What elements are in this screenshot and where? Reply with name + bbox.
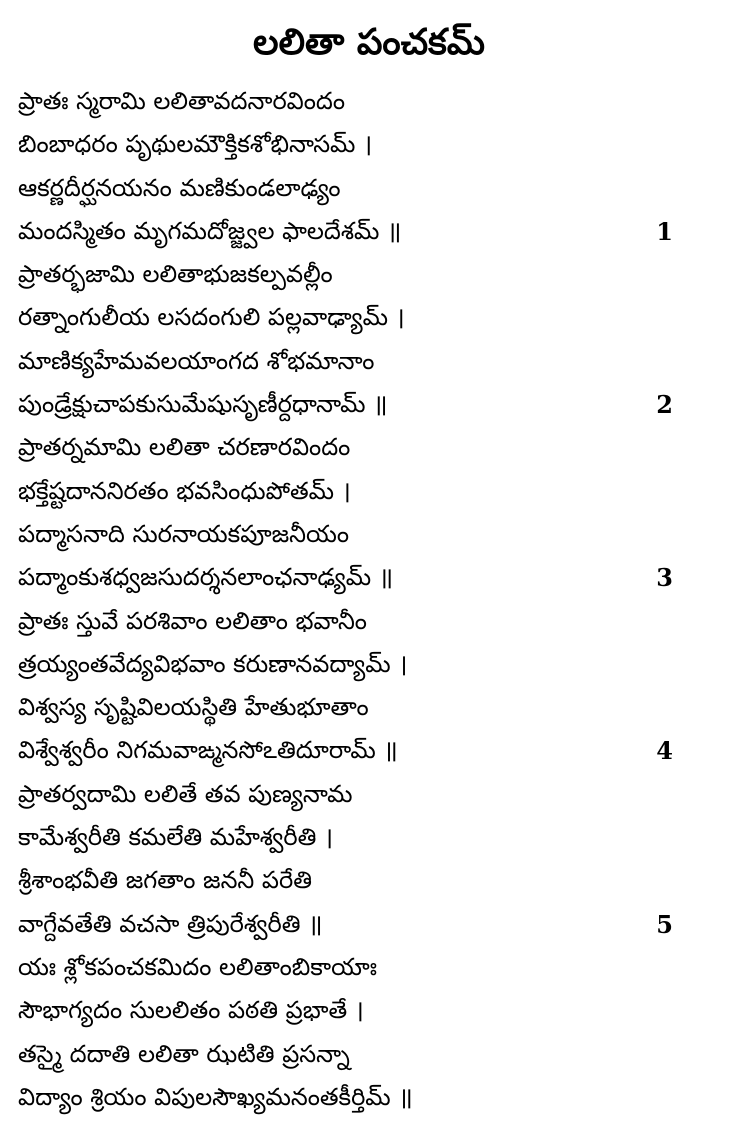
- verse-line: [18, 859, 718, 902]
- verse-text: ప్రాతర్భజామి లలితాభుజకల్పవల్లీం: [18, 260, 333, 289]
- verse-line: [18, 123, 718, 166]
- verse-line: [18, 383, 718, 426]
- verse-text: పద్మాంకుశధ్వజసుదర్శనలాంఛనాఢ్యమ్ ॥: [18, 563, 394, 592]
- verse-text: పద్మాసనాది సురనాయకపూజనీయం: [18, 519, 350, 548]
- verse-line: [18, 686, 718, 729]
- verse-text: విశ్వేశ్వరీం నిగమవాఙ్మనసోఽతిదూరామ్ ॥: [18, 736, 398, 765]
- verse-text: పుండ్రేక్షుచాపకుసుమేషుసృణీర్దధానామ్ ॥: [18, 390, 388, 419]
- verse-number: 4: [656, 736, 673, 766]
- verse-line: [18, 80, 718, 123]
- verse-line: [18, 946, 718, 989]
- verse-number: 5: [656, 909, 673, 939]
- verse-text: ప్రాతర్నమామి లలితా చరణారవిందం: [18, 433, 351, 462]
- verse-line: [18, 816, 718, 859]
- verse-text: ఆకర్ణదీర్ఘనయనం మణికుండలాఢ్యం: [18, 173, 341, 202]
- verse-line: [18, 470, 718, 513]
- verse-text: శ్రీశాంభవీతి జగతాం జననీ పరేతి: [18, 866, 312, 895]
- verse-line: [18, 773, 718, 816]
- verse-line: [18, 600, 718, 643]
- verse-line: [18, 989, 718, 1032]
- verse-text: త్రయ్యంతవేద్యవిభవాం కరుణానవద్యామ్ ।: [18, 649, 408, 678]
- verse-line: [18, 729, 718, 772]
- verse-line: [18, 296, 718, 339]
- verse-line: [18, 1076, 718, 1119]
- verse-number: 1: [656, 216, 673, 246]
- verse-text: విశ్వస్య సృష్టివిలయస్థితి హేతుభూతాం: [18, 693, 369, 722]
- verse-text: తస్మై దదాతి లలితా ఝటితి ప్రసన్నా: [18, 1039, 350, 1068]
- verse-line: [18, 513, 718, 556]
- verse-line: [18, 556, 718, 599]
- verse-text: మందస్మితం మృగమదోజ్జ్వల ఫాలదేశమ్ ॥: [18, 216, 402, 245]
- verse-text: ప్రాతః స్తువే పరశివాం లలితాం భవానీం: [18, 606, 367, 635]
- verse-text: ప్రాతర్వదామి లలితే తవ పుణ్యనామ: [18, 779, 353, 808]
- verse-number: 3: [656, 563, 673, 593]
- verse-text: వాగ్దేవతేతి వచసా త్రిపురేశ్వరీతి ॥: [18, 909, 323, 938]
- verse-line: [18, 253, 718, 296]
- verse-text: భక్తేష్టదాననిరతం భవసింధుపోతమ్ ।: [18, 476, 351, 505]
- verse-text: కామేశ్వరీతి కమలేతి మహేశ్వరీతి ।: [18, 823, 334, 852]
- verse-text: రత్నాంగులీయ లసదంగులి పల్లవాఢ్యామ్ ।: [18, 303, 405, 332]
- verse-text: సౌభాగ్యదం సులలితం పఠతి ప్రభాతే ।: [18, 996, 364, 1025]
- verse-line: [18, 210, 718, 253]
- verses: [18, 80, 718, 1119]
- verse-text: బింబాధరం పృథులమౌక్తికశోభినాసమ్ ।: [18, 130, 373, 159]
- verse-line: [18, 1033, 718, 1076]
- verse-number: 2: [656, 390, 673, 420]
- verse-text: యః శ్లోకపంచకమిదం లలితాంబికాయాః: [18, 952, 378, 981]
- verse-text: ప్రాతః స్మరామి లలితావదనారవిందం: [18, 87, 346, 115]
- verse-line: [18, 426, 718, 469]
- verse-text: విద్యాం శ్రియం విపులసౌఖ్యమనంతకీర్తిమ్ ॥: [18, 1082, 413, 1111]
- page-title: లలితా పంచకమ్: [253, 21, 485, 63]
- verse-line: [18, 903, 718, 946]
- verse-line: [18, 340, 718, 383]
- verse-text: మాణిక్యహేమవలయాంగద శోభమానాం: [18, 346, 375, 375]
- verse-line: [18, 643, 718, 686]
- verse-line: [18, 167, 718, 210]
